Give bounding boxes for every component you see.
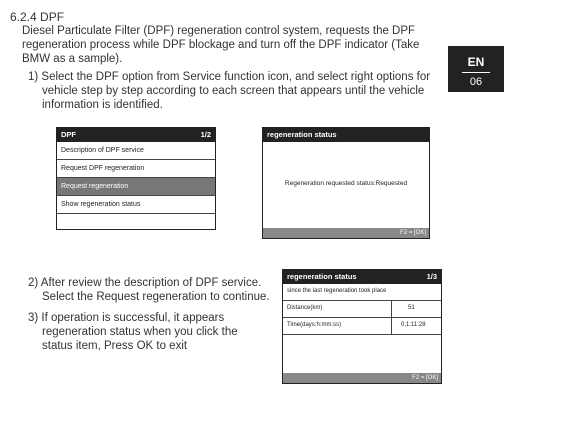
column-divider <box>391 318 392 334</box>
ok-softkey[interactable]: F2 = [OK] <box>263 228 429 238</box>
dpf-menu-screen <box>56 127 216 230</box>
menu-item-show-regeneration-status[interactable]: Show regeneration status <box>57 196 215 214</box>
intro-paragraph <box>22 24 450 66</box>
step-2 <box>28 276 270 304</box>
screen-header <box>57 128 215 142</box>
step-1-line: vehicle step by step according to each screen that appears until the vehicle <box>42 85 425 97</box>
screen-page-indicator: 1/2 <box>200 130 211 139</box>
intro-line: regeneration process while DPF blockage and turn off the DPF indicator (Take <box>22 39 420 51</box>
step-1-line: 1) Select the DPF option from Service function icon, and select right options for <box>28 71 431 83</box>
step-3 <box>28 311 238 353</box>
step-2-line: Select the Request regeneration to continue. <box>42 291 270 303</box>
regeneration-details-screen <box>282 269 442 384</box>
language-code: EN <box>467 55 485 69</box>
language-badge <box>448 46 504 92</box>
intro-line: Diesel Particulate Filter (DPF) regeneration control system, requests the DPF <box>22 25 416 37</box>
intro-line: BMW as a sample). <box>22 53 123 65</box>
step-3-line: 3) If operation is successful, it appears <box>28 312 225 324</box>
ok-softkey[interactable]: F2 = [OK] <box>283 373 441 383</box>
table-row <box>283 318 441 335</box>
regeneration-status-screen <box>262 127 430 239</box>
screen-header <box>263 128 429 142</box>
subtitle: since the last regeneration took place <box>287 288 387 294</box>
menu-item-request-dpf-regeneration[interactable]: Request DPF regeneration <box>57 160 215 178</box>
step-2-line: 2) After review the description of DPF service. <box>28 277 262 289</box>
row-value: 51 <box>408 305 415 311</box>
screen-title: regeneration status <box>267 130 337 139</box>
screen-header <box>283 270 441 284</box>
screen-title: DPF <box>61 130 76 139</box>
row-value: 0,1:11:28 <box>401 322 426 328</box>
row-label: Distance(km) <box>287 305 323 311</box>
badge-divider <box>462 72 490 73</box>
step-3-line: regeneration status when you click the <box>42 326 238 338</box>
subtitle-row <box>283 284 441 301</box>
section-heading: 6.2.4 DPF <box>10 10 65 24</box>
row-label: Time(days:h:mm:ss) <box>287 322 342 328</box>
step-1 <box>28 70 430 112</box>
step-1-line: information is identified. <box>42 99 163 111</box>
menu-item-request-regeneration[interactable]: Request regeneration <box>57 178 215 196</box>
table-row <box>283 301 441 318</box>
menu-item-description[interactable]: Description of DPF service <box>57 142 215 160</box>
screen-title: regeneration status <box>287 272 357 281</box>
screen-page-indicator: 1/3 <box>426 272 437 281</box>
page-number: 06 <box>469 76 483 88</box>
status-message: Regeneration requested status:Requested <box>284 180 408 187</box>
column-divider <box>391 301 392 317</box>
step-3-line: status item, Press OK to exit <box>42 340 188 352</box>
